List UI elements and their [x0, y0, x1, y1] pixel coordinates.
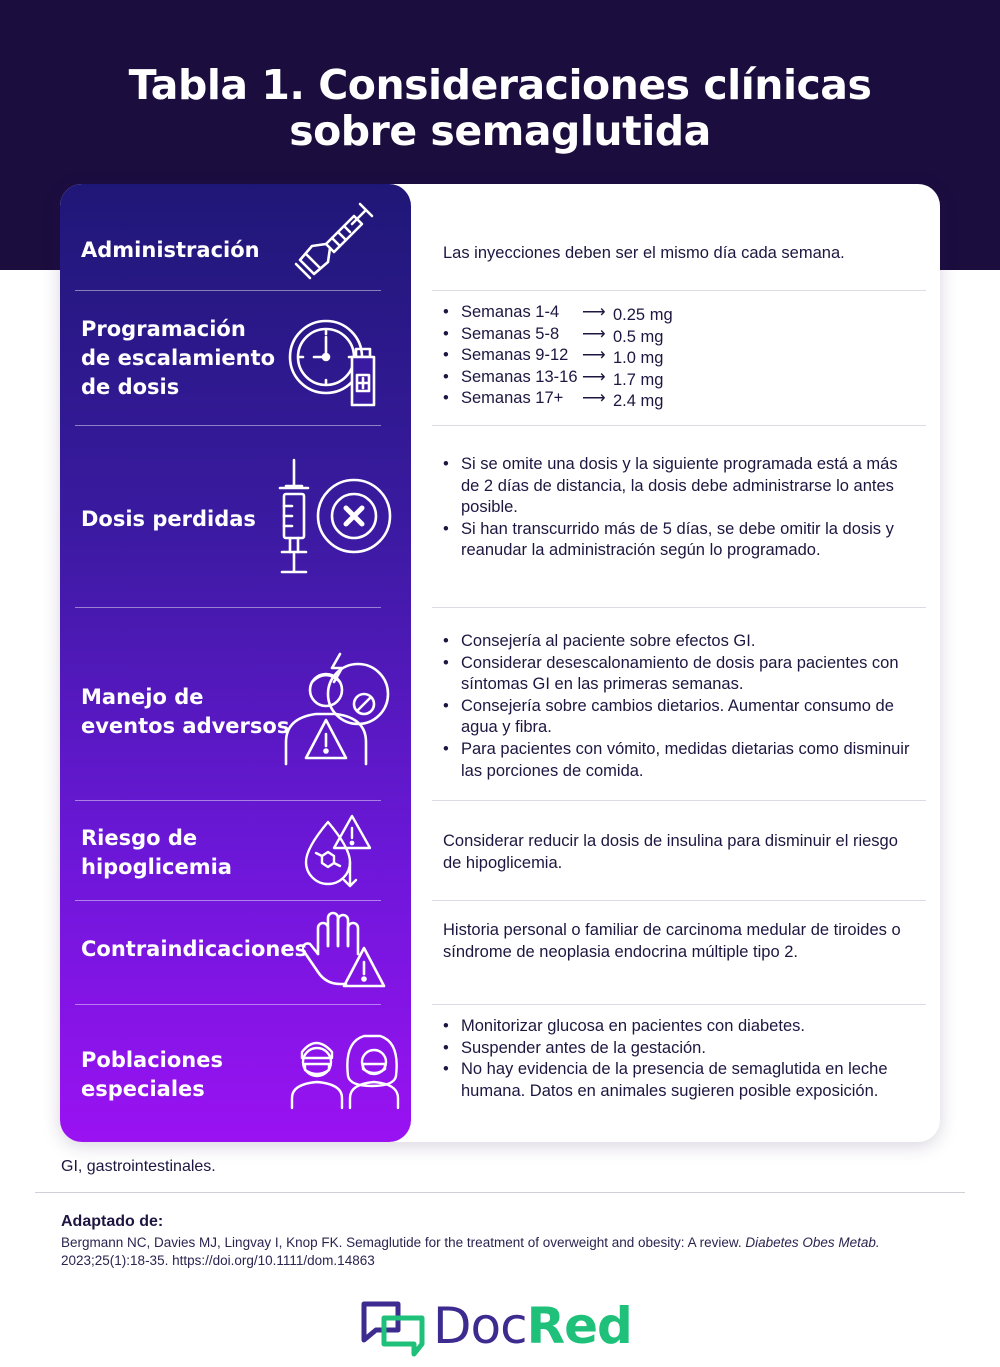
dose-row: • Semanas 1-4 ⟶ 0.25 mg — [443, 302, 913, 324]
docred-wordmark — [433, 1296, 632, 1356]
row-divider — [75, 290, 381, 291]
reference-heading: Adaptado de: — [61, 1213, 164, 1230]
row-label-poblaciones-especiales — [81, 1046, 223, 1104]
row-label-dosis-perdidas: Dosis perdidas — [81, 507, 256, 531]
bullet-list — [443, 454, 913, 562]
arrow-right-icon: ⟶ — [582, 389, 606, 408]
row-content-contraindicaciones: Historia personal o familiar de carcinoma medular de tiroides o síndrome de neoplasia endocrina múltiple tipo 2. — [443, 921, 901, 961]
reference-text — [61, 1234, 921, 1270]
dose-value: 1.7 mg — [613, 370, 664, 389]
two-people-masks-icon — [288, 1030, 402, 1110]
row-divider — [75, 900, 381, 901]
label-line: Poblaciones — [81, 1048, 223, 1072]
row-divider — [432, 607, 926, 608]
label-line: de dosis — [81, 375, 180, 399]
dose-row: • Semanas 13-16 ⟶ 1.7 mg — [443, 367, 913, 389]
docred-logo — [358, 1298, 428, 1358]
label-line: hipoglicemia — [81, 855, 232, 879]
label-line: eventos adversos — [81, 714, 290, 738]
row-label-hipoglicemia — [81, 824, 232, 882]
list-item: • Si se omite una dosis y la siguiente programada está a más de 2 días de distancia, la dosis debe administrarse lo antes posible. — [443, 454, 913, 519]
row-label-contraindicaciones: Contraindicaciones — [81, 937, 308, 961]
list-item: • Consejería al paciente sobre efectos GI. — [443, 631, 913, 653]
row-label-programacion — [81, 315, 275, 402]
arrow-right-icon: ⟶ — [582, 303, 606, 321]
row-divider — [75, 800, 381, 801]
list-item: • Si han transcurrido más de 5 días, se debe omitir la dosis y reanudar la administración según lo programado. — [443, 519, 913, 562]
clock-vial-icon — [286, 315, 386, 411]
row-content-administracion: Las inyecciones deben ser el mismo día cada semana. — [443, 244, 845, 262]
page-title — [0, 62, 1000, 154]
label-line: de escalamiento — [81, 346, 276, 370]
dose-value: 0.25 mg — [613, 306, 673, 324]
row-content-eventos-adversos — [443, 631, 913, 782]
chat-bubbles-icon — [358, 1298, 428, 1358]
logo-doc: Doc — [433, 1297, 527, 1355]
label-line: Programación — [81, 317, 246, 341]
label-line: Riesgo de — [81, 826, 198, 850]
logo-red: Red — [526, 1297, 632, 1355]
dose-row: • Semanas 5-8 ⟶ 0.5 mg — [443, 324, 913, 346]
row-divider — [432, 1004, 926, 1005]
row-divider — [432, 425, 926, 426]
dose-row: • Semanas 9-12 ⟶ 1.0 mg — [443, 345, 913, 367]
row-divider — [432, 290, 926, 291]
row-content-dosis-perdidas — [443, 454, 913, 562]
arrow-right-icon: ⟶ — [582, 324, 606, 343]
syringe-x-icon — [276, 458, 396, 576]
dose-value: 2.4 mg — [613, 392, 664, 411]
list-item: • Suspender antes de la gestación. — [443, 1038, 913, 1060]
dose-row: • Semanas 17+ ⟶ 2.4 mg — [443, 388, 913, 410]
row-divider — [75, 1004, 381, 1005]
dose-weeks: Semanas 13-16 — [461, 367, 578, 386]
row-content-hipoglicemia: Considerar reducir la dosis de insulina para disminuir el riesgo de hipoglicemia. — [443, 832, 898, 872]
title-line-1: Tabla 1. Consideraciones clínicas — [128, 61, 872, 109]
row-label-administracion: Administración — [81, 238, 260, 262]
label-line: Manejo de — [81, 685, 204, 709]
glucose-drop-warning-icon — [300, 812, 380, 892]
list-item: • Considerar desescalonamiento de dosis para pacientes con síntomas GI en las primeras semanas. — [443, 653, 913, 696]
dose-weeks: Semanas 9-12 — [461, 346, 569, 365]
row-divider — [432, 900, 926, 901]
dose-value: 0.5 mg — [613, 327, 664, 346]
dose-weeks: Semanas 1-4 — [461, 303, 560, 321]
label-line: especiales — [81, 1077, 205, 1101]
dose-weeks: Semanas 5-8 — [461, 324, 560, 343]
bullet-list — [443, 631, 913, 782]
dose-schedule-list — [443, 302, 913, 410]
arrow-right-icon: ⟶ — [582, 367, 606, 386]
row-content-poblaciones-especiales — [443, 1016, 913, 1102]
footer-divider — [35, 1192, 965, 1193]
row-divider — [75, 607, 381, 608]
row-divider — [432, 800, 926, 801]
arrow-right-icon: ⟶ — [582, 346, 606, 365]
reference-tail: 2023;25(1):18-35. https://doi.org/10.1111/dom.14863 — [61, 1253, 375, 1268]
reference-journal: Diabetes Obes Metab. — [745, 1235, 880, 1250]
injection-pen-icon — [292, 198, 376, 280]
patient-warning-icon — [282, 650, 394, 768]
list-item: • No hay evidencia de la presencia de semaglutida en leche humana. Datos en animales sugieren posible exposición. — [443, 1059, 913, 1102]
dose-weeks: Semanas 17+ — [461, 389, 564, 408]
title-line-2: sobre semaglutida — [289, 107, 711, 155]
list-item: • Consejería sobre cambios dietarios. Aumentar consumo de agua y fibra. — [443, 696, 913, 739]
footnote: GI, gastrointestinales. — [61, 1158, 216, 1175]
row-label-eventos-adversos — [81, 683, 289, 741]
list-item: • Para pacientes con vómito, medidas dietarias como disminuir las porciones de comida. — [443, 739, 913, 782]
list-item: • Monitorizar glucosa en pacientes con diabetes. — [443, 1016, 913, 1038]
hand-stop-warning-icon — [302, 910, 388, 990]
row-divider — [75, 425, 381, 426]
bullet-list — [443, 1016, 913, 1102]
reference-main: Bergmann NC, Davies MJ, Lingvay I, Knop FK. Semaglutide for the treatment of overweight and obesity: A review. — [61, 1235, 746, 1250]
dose-value: 1.0 mg — [613, 349, 664, 368]
